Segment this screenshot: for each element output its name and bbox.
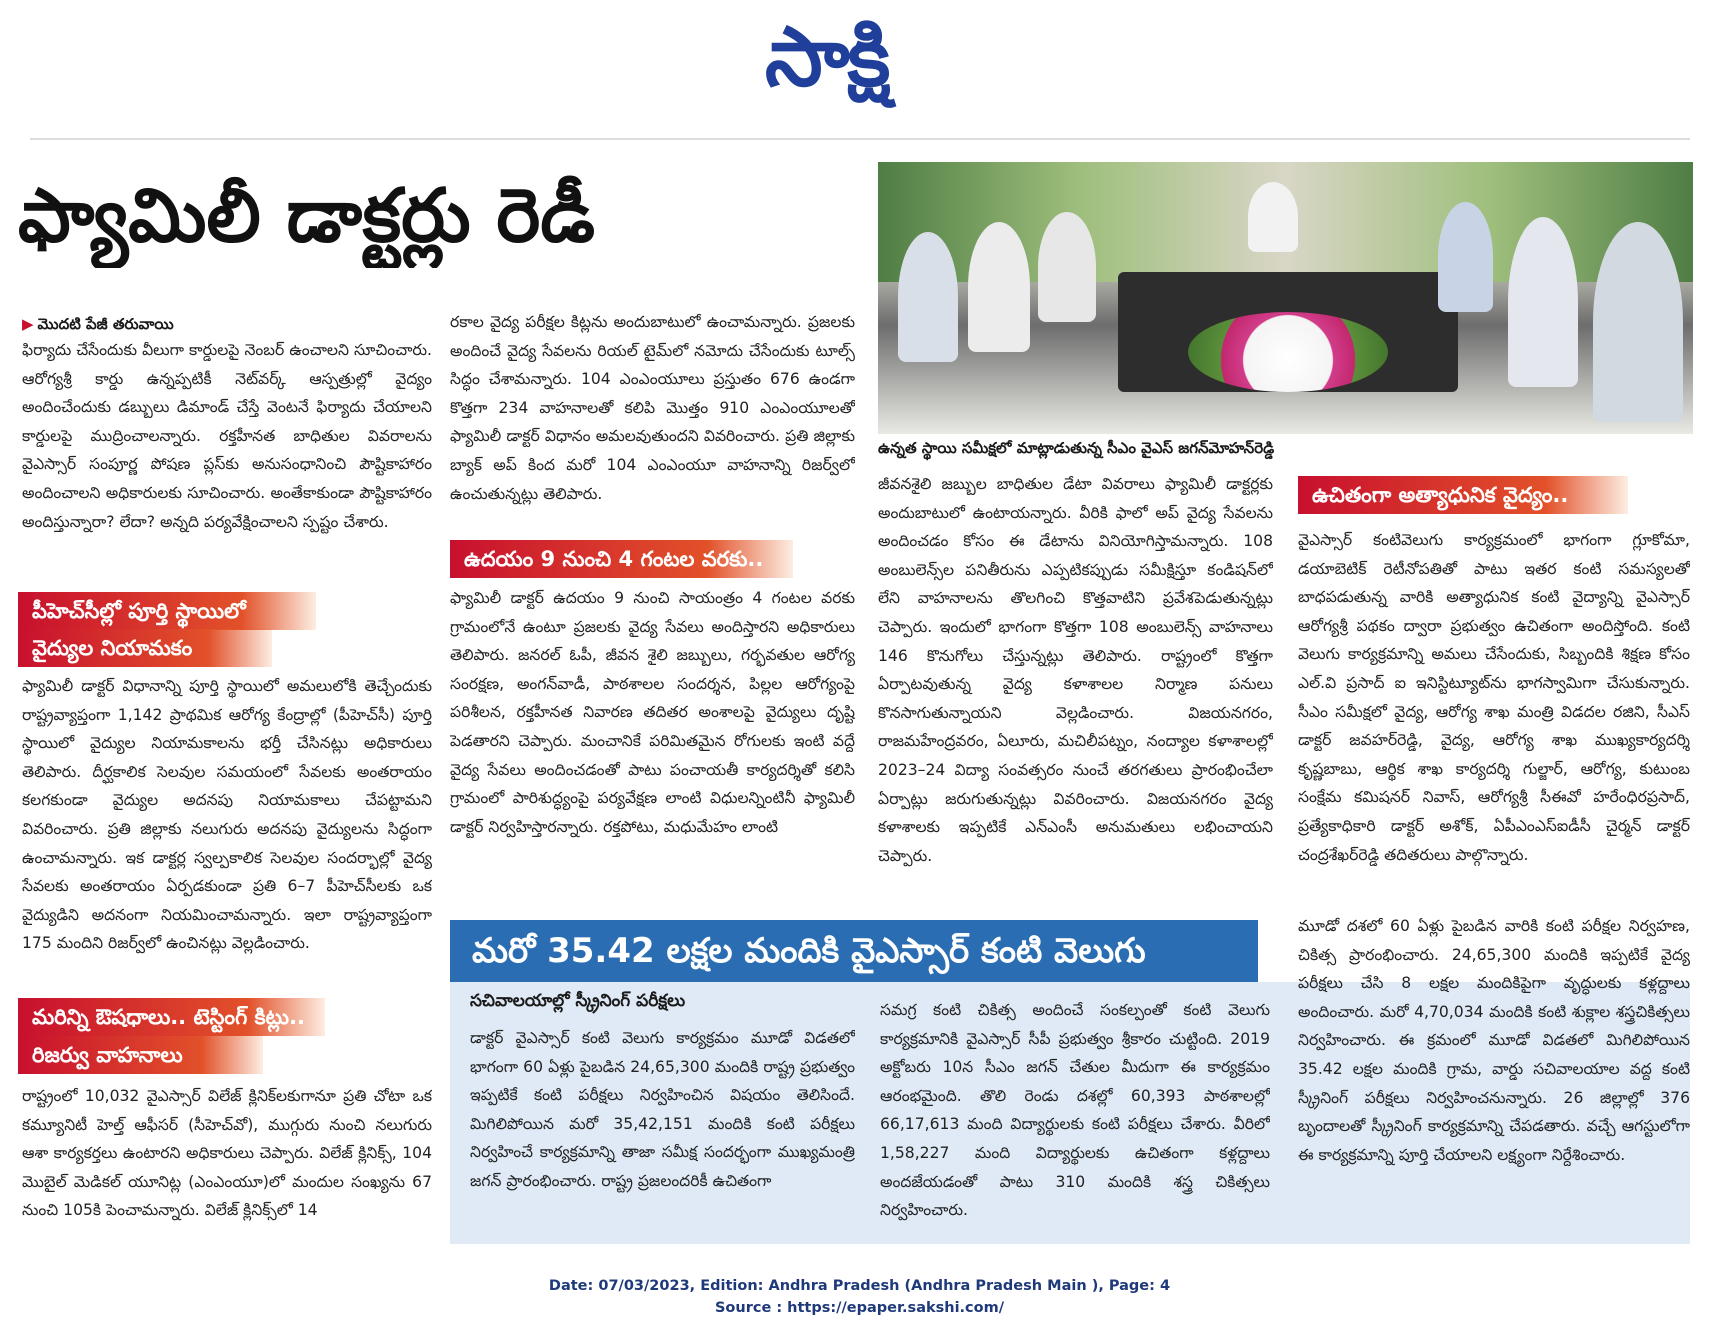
photo-person	[1438, 202, 1493, 312]
sakshi-logo[interactable]: సాక్షి	[765, 10, 889, 105]
col1-subhead1-a: పీహెచ్‌సీల్లో పూర్తి స్థాయిలో	[18, 592, 316, 630]
headline: ఫ్యామిలీ డాక్టర్లు రెడీ	[18, 173, 595, 259]
photo-person	[1508, 217, 1578, 387]
kanti-banner: మరో 35.42 లక్షల మందికి వైఎస్సార్ కంటి వెలుగు	[450, 920, 1258, 982]
col4-para1	[1298, 526, 1690, 890]
kanti-col2	[880, 996, 1270, 1248]
col1-p1: ఫిర్యాదు చేసేందుకు వీలుగా కార్డులపై నెంబర్ ఉంచాలని సూచించారు. ఆరోగ్యశ్రీ కార్డు ఉన్నప్పటికీ నెట్‌వర్క్ ఆస్పత్రుల్లో వైద్యం అందించేందుకు డబ్బులు డిమాండ్ చేస్తే వెంటనే ఫిర్యాదు చేయాలని కార్డులపై ముద్రించాలన్నారు. రక్తహీనత బాధితుల వివరాలను వైఎస్సార్ సంపూర్ణ పోషణ ప్లస్‌కు అనుసంధానించి పౌష్టికాహారం అందించాలని అధికారులకు సూచించారు. అంతేకాకుండా పౌష్టికాహారం అందిస్తున్నారా? లేదా? అన్నది పర్యవేక్షించాలని స్పష్టం చేశారు.	[22, 341, 432, 531]
meeting-photo	[878, 162, 1693, 434]
kanti-c1: డాక్టర్ వైఎస్సార్ కంటి వెలుగు కార్యక్రమం మూడో విడతలో భాగంగా 60 ఏళ్లు పైబడిన 24,65,300 మందికి రాష్ట్ర ప్రభుత్వం ఇప్పటికే కంటి పరీక్షలు నిర్వహించిన విషయం తెలిసిందే. మిగిలిపోయిన మరో 35,42,151 మందికి కంటి పరీక్షలు నిర్వహించే కార్యక్రమాన్ని తాజా సమీక్ష సందర్భంగా ముఖ్యమంత్రి జగన్ ప్రారంభించారు. రాష్ట్ర ప్రజలందరికీ ఉచితంగా	[470, 1029, 855, 1190]
col4-p1: వైఎస్సార్ కంటివెలుగు కార్యక్రమంలో భాగంగా గ్లూకోమా, డయాబెటిక్ రెటీనోపతితో పాటు ఇతర కంటి సమస్యలతో బాధపడుతున్న వారికి అత్యాధునిక కంటి వైద్యాన్ని వైఎస్సార్ ఆరోగ్యశ్రీ పథకం ద్వారా ప్రభుత్వం ఉచితంగా అందిస్తోంది. కంటి వెలుగు కార్యక్రమాన్ని అమలు చేసేందుకు, సిబ్బందికి శిక్షణ కోసం ఎల్.వి ప్రసాద్ ఐ ఇనిస్టిట్యూట్‌ను భాగస్వామిగా చేసుకున్నారు. సీఎం సమీక్షలో వైద్య, ఆరోగ్య శాఖ మంత్రి విడదల రజిని, సీఎస్ డాక్టర్ జవహర్‌రెడ్డి, వైద్య, ఆరోగ్య శాఖ ముఖ్యకార్యదర్శి కృష్ణబాబు, ఆర్థిక శాఖ కార్యదర్శి గుల్జార్, ఆరోగ్య, కుటుంబ సంక్షేమ కమిషనర్ నివాస్, ఆరోగ్యశ్రీ సీఈవో హరేంధిరప్రసాద్, ప్రత్యేకాధికారి డాక్టర్ అశోక్, ఏపీఎంఎస్‌ఐడీసీ చైర్మన్ డాక్టర్ చంద్రశేఖర్‌రెడ్డి తదితరులు పాల్గొన్నారు.	[1298, 531, 1690, 864]
col2-p2: ఫ్యామిలీ డాక్టర్ ఉదయం 9 నుంచి సాయంత్రం 4 గంటల వరకు గ్రామంలోనే ఉంటూ ప్రజలకు వైద్య సేవలు అందిస్తారని అధికారులు తెలిపారు. జనరల్ ఓపీ, జీవన శైలి జబ్బులు, గర్భవతుల ఆరోగ్య సంరక్షణ, అంగన్‌వాడీ, పాఠశాలల సందర్శన, పిల్లల ఆరోగ్యంపై పరిశీలన, రక్తహీనత నివారణ తదితర అంశాలపై వైద్యులు దృష్టి పెడతారని చెప్పారు. మంచానికే పరిమితమైన రోగులకు ఇంటి వద్దే వైద్య సేవలు అందించడంతో పాటు పంచాయతీ కార్యదర్శితో కలిసి గ్రామంలో పారిశుద్ధ్యంపై పర్యవేక్షణ లాంటి విధులన్నింటినీ ఫ్యామిలీ డాక్టర్ నిర్వహిస్తారన్నారు. రక్తపోటు, మధుమేహం లాంటి	[450, 589, 855, 836]
masthead-divider	[30, 138, 1690, 140]
col1-p3: రాష్ట్రంలో 10,032 వైఎస్సార్ విలేజ్ క్లినిక్‌లకుగానూ ప్రతి చోటా ఒక కమ్యూనిటీ హెల్త్ ఆఫీసర్ (సీహెచ్‌వో), ముగ్గురు నుంచి నలుగురు ఆశా కార్యకర్తలు ఉంటారని అధికారులు చెప్పారు. విలేజ్ క్లినిక్స్, 104 మొబైల్ మెడికల్ యూనిట్ల (ఎంఎంయూ)లో మందుల సంఖ్యను 67 నుంచి 105కి పెంచామన్నారు. విలేజ్ క్లినిక్స్‌లో 14	[22, 1087, 432, 1220]
col1-subhead2-a: మరిన్ని ఔషధాలు.. టెస్టింగ్ కిట్లు..	[18, 998, 325, 1036]
kanti-c2: సమగ్ర కంటి చికిత్స అందించే సంకల్పంతో కంటి వెలుగు కార్యక్రమానికి వైఎస్సార్ సీపీ ప్రభుత్వం శ్రీకారం చుట్టింది. 2019 అక్టోబరు 10న సీఎం జగన్ చేతుల మీదుగా ఈ కార్యక్రమం ఆరంభమైంది. తొలి రెండు దశల్లో 60,393 పాఠశాలల్లో 66,17,613 మంది విద్యార్థులకు కంటి పరీక్షలు చేశారు. వీరిలో 1,58,227 మంది విద్యార్థులకు ఉచితంగా కళ్లద్దాలు అందజేయడంతో పాటు 310 మందికి శస్త్ర చికిత్సలు నిర్వహించారు.	[880, 1001, 1270, 1220]
photo-flowers	[1188, 312, 1388, 392]
triangle-icon: ▶	[22, 315, 34, 333]
kanti-c3: మూడో దశలో 60 ఏళ్లు పైబడిన వారికి కంటి పరీక్షల నిర్వహణ, చికిత్స ప్రారంభించారు. 24,65,300 మందికి ఇప్పటికే వైద్య పరీక్షలు చేసి 8 లక్షల మందికిపైగా వృద్ధులకు కళ్లద్దాలు అందించారు. మరో 4,70,034 మందికి కంటి శుక్లాల శస్త్రచికిత్సలు నిర్వహించారు. ఈ క్రమంలో మూడో విడతలో మిగిలిపోయిన 35.42 లక్షల మందికి గ్రామ, వార్డు సచివాలయాల వద్ద కంటి స్క్రీనింగ్ పరీక్షలు నిర్వహించనున్నారు. 26 జిల్లాల్లో 376 బృందాలతో స్క్రీనింగ్ కార్యక్రమాన్ని చేపడతారు. వచ్చే ఆగస్టులోగా ఈ కార్యక్రమాన్ని పూర్తి చేయాలని లక్ష్యంగా నిర్దేశించారు.	[1298, 917, 1690, 1164]
col2-para2	[450, 584, 855, 890]
col2-p1: రకాల వైద్య పరీక్షల కిట్లను అందుబాటులో ఉంచామన్నారు. ప్రజలకు అందించే వైద్య సేవలను రియల్ టైమ్‌లో నమోదు చేసేందుకు టూల్స్ సిద్ధం చేశామన్నారు. 104 ఎంఎంయూలు ప్రస్తుతం 676 ఉండగా కొత్తగా 234 వాహనాలతో కలిపి మొత్తం 910 ఎంఎంయూలతో ఫ్యామిలీ డాక్టర్ విధానం అమలవుతుందని వివరించారు. ప్రతి జిల్లాకు బ్యాక్ అప్ కింద మరో 104 ఎంఎంయూ వాహనాన్ని రిజర్వ్‌లో ఉంచుతున్నట్లు తెలిపారు.	[450, 313, 855, 503]
kanti-subhead: సచివాలయాల్లో స్క్రీనింగ్ పరీక్షలు	[470, 991, 686, 1011]
col3-p1: జీవనశైలి జబ్బుల బాధితుల డేటా వివరాలు ఫ్యామిలీ డాక్టర్లకు అందుబాటులో ఉంటాయన్నారు. వీరికి ఫాలో అప్ వైద్య సేవలను అందించడం కోసం ఈ డేటాను వినియోగిస్తామన్నారు. 108 అంబులెన్స్‌ల పనితీరును ఎప్పటికప్పుడు సమీక్షిస్తూ కండిషన్‌లో లేని వాహనాలను తొలగించి కొత్తవాటిని ప్రవేశపెడుతున్నట్లు చెప్పారు. ఇందులో భాగంగా కొత్తగా 108 అంబులెన్స్‌ వాహనాలు 146 కొనుగోలు చేస్తున్నట్లు తెలిపారు. రాష్ట్రంలో కొత్తగా ఏర్పాటవుతున్న వైద్య కళాశాలల నిర్మాణ పనులు కొనసాగుతున్నాయని వెల్లడించారు. విజయనగరం, రాజమహేంద్రవరం, ఏలూరు, మచిలీపట్నం, నంద్యాల కళాశాలల్లో 2023–24 విద్యా సంవత్సరం నుంచే తరగతులు ప్రారంభించేలా ఏర్పాట్లు జరుగుతున్నట్లు వివరించారు. విజయనగరం వైద్య కళాశాలకు ఇప్పటికే ఎన్‌ఎంసీ అనుమతులు లభించాయని చెప్పారు.	[878, 475, 1273, 865]
photo-person	[1248, 182, 1298, 252]
col3-para1	[878, 470, 1273, 888]
kanti-col3	[1298, 912, 1690, 1248]
col1-para3	[22, 1082, 432, 1254]
col1-subhead1-b: వైద్యుల నియామకం	[18, 629, 272, 667]
col4-subhead: ఉచితంగా అత్యాధునిక వైద్యం..	[1298, 476, 1628, 514]
col1-subhead2-b: రిజర్వు వాహనాలు	[18, 1036, 263, 1074]
footer-date-line: Date: 07/03/2023, Edition: Andhra Pradesh (Andhra Pradesh Main ), Page: 4	[548, 1278, 1171, 1294]
masthead	[0, 0, 1719, 118]
col2-para1	[450, 308, 855, 530]
footer	[0, 1275, 1719, 1319]
kanti-col1	[470, 1024, 855, 1248]
photo-person	[1593, 222, 1683, 422]
footer-source-link[interactable]: Source : https://epaper.sakshi.com/	[714, 1300, 1005, 1316]
photo-person	[898, 232, 958, 362]
kicker-label: మొదటి పేజీ తరువాయి	[37, 315, 174, 333]
photo-caption: ఉన్నత స్థాయి సమీక్షలో మాట్లాడుతున్న సీఎం వైఎస్ జగన్‌మోహన్‌రెడ్డి	[878, 439, 1275, 457]
col1-p2: ఫ్యామిలీ డాక్టర్ విధానాన్ని పూర్తి స్థాయిలో అమలులోకి తెచ్చేందుకు రాష్ట్రవ్యాప్తంగా 1,142 ప్రాథమిక ఆరోగ్య కేంద్రాల్లో (పీహెచ్‌సీ) పూర్తి స్థాయిలో వైద్యుల నియామకాలను భర్తీ చేసినట్లు అధికారులు తెలిపారు. దీర్ఘకాలిక సెలవుల సమయంలో సేవలకు అంతరాయం కలగకుండా వైద్యుల అదనపు నియామకాలు చేపట్టామని వివరించారు. ప్రతి జిల్లాకు నలుగురు అదనపు వైద్యులను సిద్ధంగా ఉంచామన్నారు. ఇక డాక్టర్ల స్వల్పకాలిక సెలవుల సందర్భాల్లో వైద్య సేవలకు అంతరాయం ఏర్పడకుండా ప్రతి 6–7 పీహెచ్‌సీలకు ఒక వైద్యుడిని అదనంగా నియమించామన్నారు. ఇలా రాష్ట్రవ్యాప్తంగా 175 మందిని రిజర్వ్‌లో ఉంచినట్లు వెల్లడించారు.	[22, 677, 432, 953]
col2-subhead: ఉదయం 9 నుంచి 4 గంటల వరకు..	[450, 540, 793, 578]
kicker	[22, 312, 174, 336]
photo-person	[968, 222, 1030, 352]
photo-person	[1038, 212, 1096, 322]
col1-para2	[22, 672, 432, 992]
col1-para1	[22, 336, 432, 582]
